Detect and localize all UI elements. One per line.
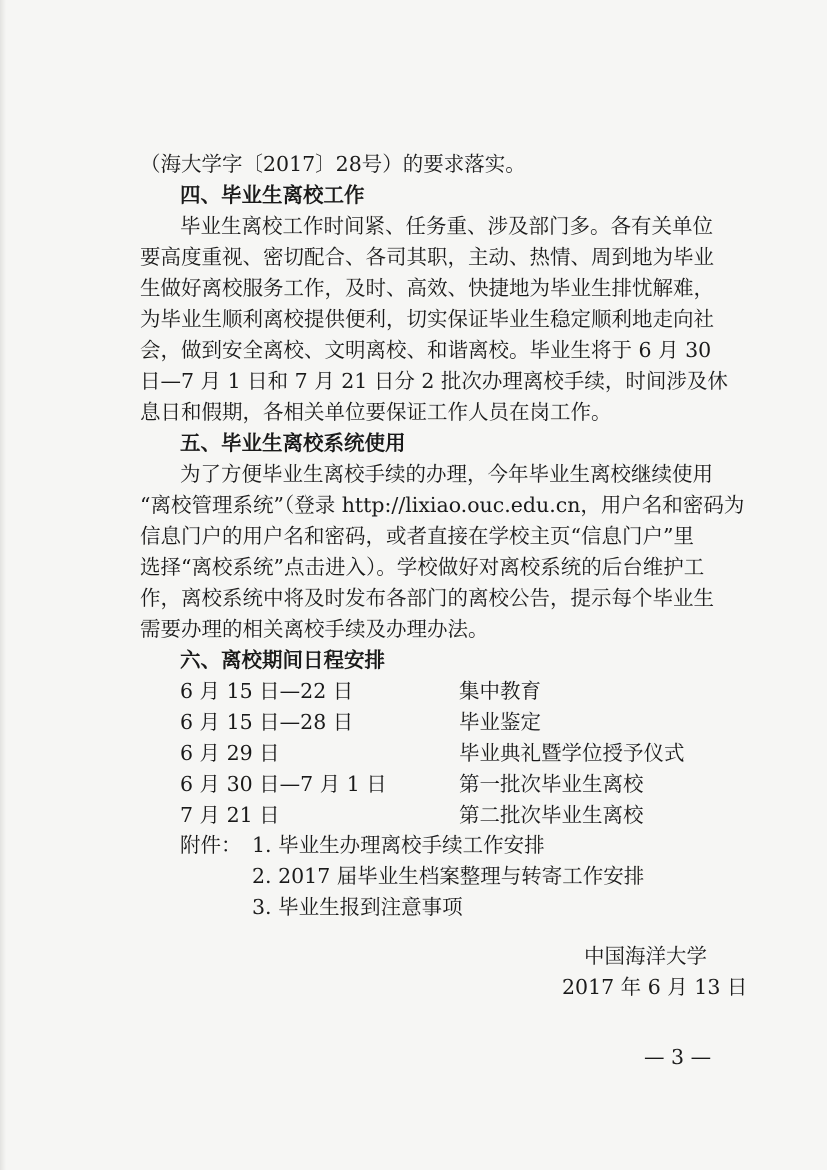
schedule-event: 毕业典礼暨学位授予仪式 — [459, 741, 685, 765]
schedule-date: 7 月 21 日 — [180, 803, 280, 827]
section-heading: 六、离校期间日程安排 — [180, 648, 385, 672]
body-line: （海大学字〔2017〕28号）的要求落实。 — [140, 152, 526, 176]
schedule-date: 6 月 30 日—7 月 1 日 — [180, 772, 387, 796]
attachments-label: 附件： — [180, 833, 242, 857]
page-number: — 3 — — [644, 1045, 712, 1069]
body-line: 要高度重视、密切配合、各司其职，主动、热情、周到地为毕业 — [140, 245, 714, 269]
body-line: 信息门户的用户名和密码，或者直接在学校主页“信息门户”里 — [140, 524, 694, 548]
signature-org: 中国海洋大学 — [584, 944, 707, 968]
body-line: 息日和假期，各相关单位要保证工作人员在岗工作。 — [140, 400, 612, 424]
body-line: 日—7 月 1 日和 7 月 21 日分 2 批次办理离校手续，时间涉及休 — [140, 369, 728, 393]
attachment-item: 2. 2017 届毕业生档案整理与转寄工作安排 — [252, 864, 645, 888]
body-line: 为了方便毕业生离校手续的办理，今年毕业生离校继续使用 — [180, 462, 713, 486]
body-line: 会，做到安全离校、文明离校、和谐离校。毕业生将于 6 月 30 — [140, 338, 712, 362]
schedule-event: 集中教育 — [459, 679, 541, 703]
section-heading: 五、毕业生离校系统使用 — [180, 431, 406, 455]
body-line: 需要办理的相关离校手续及办理办法。 — [140, 617, 489, 641]
body-line: 选择“离校系统”点击进入）。学校做好对离校系统的后台维护工 — [140, 555, 705, 579]
body-line: 毕业生离校工作时间紧、任务重、涉及部门多。各有关单位 — [180, 214, 713, 238]
scan-edge-shadow — [0, 0, 6, 1170]
schedule-event: 毕业鉴定 — [459, 710, 541, 734]
section-heading: 四、毕业生离校工作 — [180, 183, 365, 207]
schedule-date: 6 月 15 日—28 日 — [180, 710, 354, 734]
schedule-date: 6 月 29 日 — [180, 741, 280, 765]
body-line: 作，离校系统中将及时发布各部门的离校公告，提示每个毕业生 — [140, 586, 714, 610]
body-line: 为毕业生顺利离校提供便利，切实保证毕业生稳定顺利地走向社 — [140, 307, 714, 331]
schedule-event: 第二批次毕业生离校 — [459, 803, 644, 827]
attachment-item: 1. 毕业生办理离校手续工作安排 — [252, 833, 545, 857]
signature-date: 2017 年 6 月 13 日 — [562, 975, 748, 999]
body-line: 生做好离校服务工作，及时、高效、快捷地为毕业生排忧解难， — [140, 276, 714, 300]
attachment-item: 3. 毕业生报到注意事项 — [252, 895, 463, 919]
body-line: “离校管理系统”（登录 http://lixiao.ouc.edu.cn，用户名和密码为 — [140, 493, 745, 517]
schedule-event: 第一批次毕业生离校 — [459, 772, 644, 796]
schedule-date: 6 月 15 日—22 日 — [180, 679, 354, 703]
